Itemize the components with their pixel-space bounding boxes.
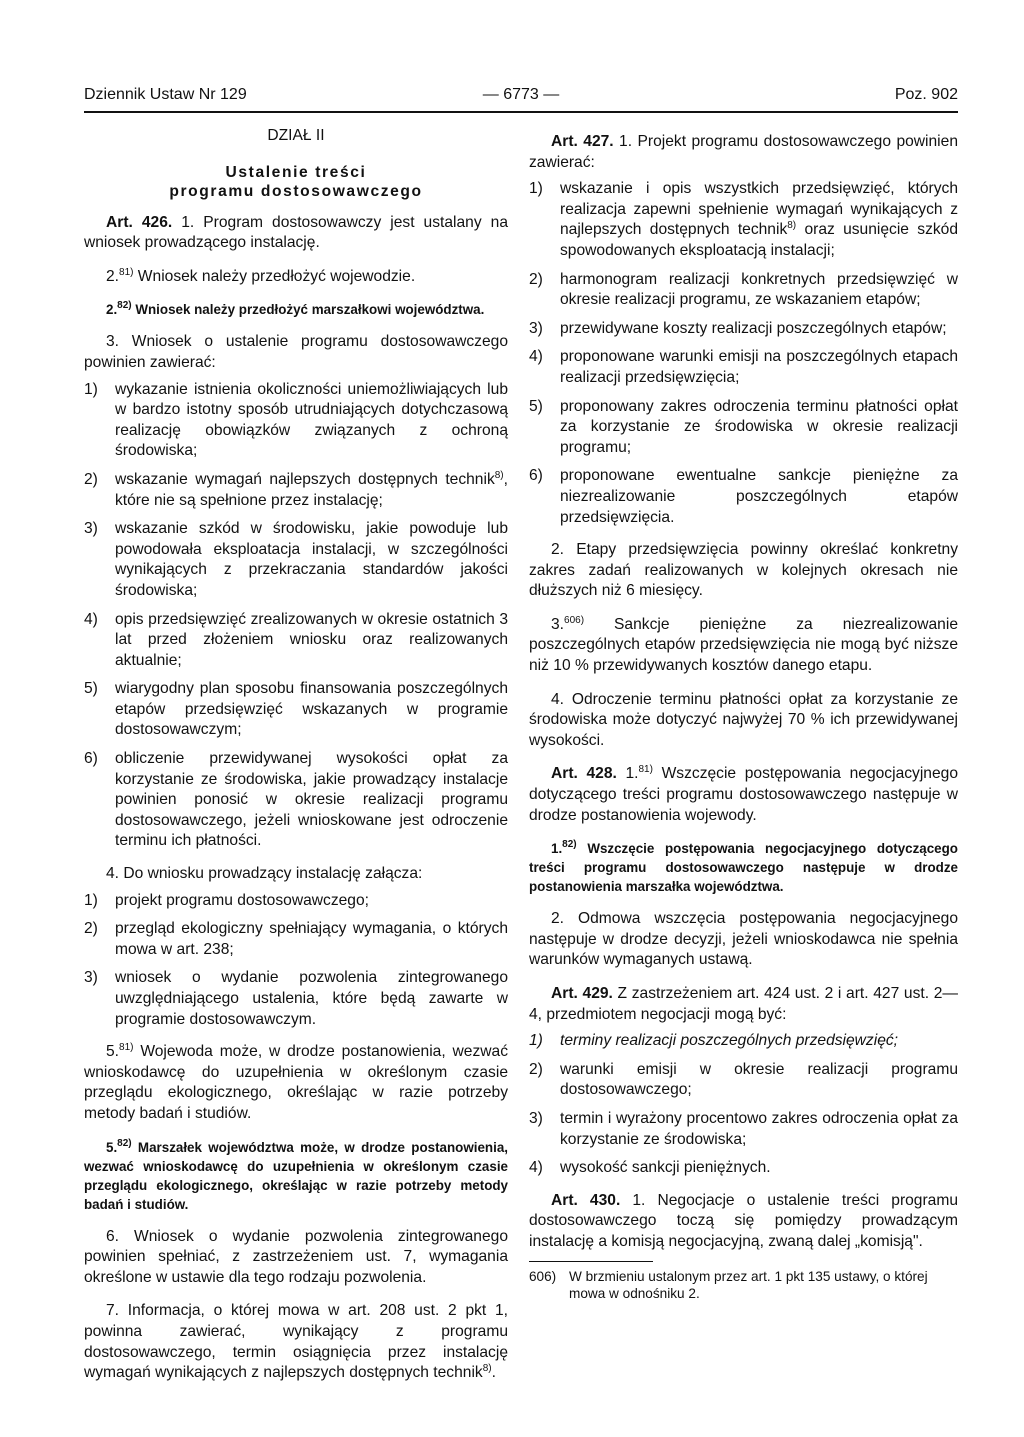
- list-item: [84, 968, 508, 1030]
- art-429-para: [529, 984, 958, 1025]
- para-4-list: [84, 891, 508, 1031]
- art-426-para-1: [84, 213, 508, 254]
- art-426-label: Art. 426.: [106, 213, 173, 231]
- item-text: wniosek o wydanie pozwolenia zintegrowanego uwzględniającego ustalenia, które będą zawarte w programie dostosowawczym.: [115, 969, 508, 1028]
- item-text: wskazanie szkód w środowisku, jakie powoduje lub powodowała eksploatacja instalacji, w szczególności wynikających z przekraczania standardów jakości środowiska;: [115, 520, 508, 599]
- footnote-ref: 82): [117, 1137, 132, 1149]
- list-item: [529, 1060, 958, 1101]
- art-428-para-2: 2. Odmowa wszczęcia postępowania negocjacyjnego następuje w drodze decyzji, jeżeli wnioskodawca nie spełnia warunków wymaganych ustawą.: [529, 910, 958, 969]
- right-column: [529, 132, 958, 1302]
- footnote-ref: 8): [494, 469, 504, 481]
- item-text: przewidywane koszty realizacji poszczególnych etapów;: [560, 319, 947, 337]
- item-number: 6): [84, 750, 98, 768]
- item-text: wiarygodny plan sposobu finansowania poszczególnych etapów przedsięwzięć wskazanych w programie dostosowawczym;: [115, 680, 508, 739]
- footnote-text: W brzmieniu ustalonym przez art. 1 pkt 135 ustawy, o której mowa w odnośniku 2.: [569, 1268, 928, 1301]
- footnote-rule: [529, 1261, 653, 1262]
- para-text-end: .: [491, 1364, 496, 1382]
- para-number: 3.: [551, 615, 565, 633]
- para-text: Wniosek należy przedłożyć marszałkowi województwa.: [131, 302, 485, 318]
- footnote-ref: 81): [119, 266, 134, 278]
- item-number: 3): [84, 520, 98, 538]
- item-number: 6): [529, 467, 543, 485]
- art-426-para-6: 6. Wniosek o wydanie pozwolenia zintegrowanego powinien spełniać, z zastrzeżeniem ust. 7, wymagania określone w ustawie dla tego rodzaju pozwolenia.: [84, 1227, 508, 1286]
- journal-title: Dziennik Ustaw Nr 129: [84, 86, 247, 103]
- para-text: Sankcje pieniężne za niezrealizowanie poszczególnych etapów przedsięwzięcia nie mogą być niższe niż 10 % przewidywanych kosztów danego etapu.: [529, 615, 958, 675]
- item-text-cont: , które nie są spełnione przez instalację;: [115, 470, 508, 509]
- art-428-para-1a: [529, 764, 958, 826]
- section-label: DZIAŁ II: [267, 127, 325, 144]
- item-number: 2): [84, 470, 98, 488]
- item-text: terminy realizacji poszczególnych przedsięwzięć;: [560, 1032, 898, 1050]
- para-text: Wniosek należy przedłożyć wojewodzie.: [133, 267, 416, 285]
- item-number: 3): [84, 969, 98, 987]
- list-item: [529, 270, 958, 311]
- list-item: [529, 1158, 958, 1179]
- list-item: [84, 380, 508, 462]
- item-number: 4): [84, 610, 98, 628]
- list-item: [84, 610, 508, 672]
- item-number: 1): [84, 380, 98, 398]
- item-text: wskazanie i opis wszystkich przedsięwzięć, których realizacja zapewni spełnienie wymagań wynikających z najlepszych dostępnych technik: [560, 180, 958, 239]
- footnote-number: 606): [529, 1268, 557, 1284]
- art-427-para-2: 2. Etapy przedsięwzięcia powinny określać konkretny zakres zadań realizowanych w kolejnych okresach nie dłuższych niż 6 miesięcy.: [529, 541, 958, 600]
- list-item: [529, 1109, 958, 1150]
- footnote-ref: 82): [562, 839, 577, 851]
- position-number: Poz. 902: [894, 86, 958, 103]
- footnote-ref: 8): [787, 220, 797, 232]
- para-text: 1. Projekt programu dostosowawczego powinien zawierać:: [529, 133, 958, 171]
- art-429-list: [529, 1031, 958, 1179]
- list-item: [84, 919, 508, 960]
- footnote: [529, 1268, 958, 1302]
- item-text: przegląd ekologiczny spełniający wymagania, o których mowa w art. 238;: [115, 920, 508, 958]
- item-number: 1): [529, 1032, 543, 1050]
- footnote-ref: 8): [482, 1363, 492, 1375]
- item-text: wskazanie wymagań najlepszych dostępnych technik: [115, 470, 495, 488]
- art-426-para-5a: [84, 1042, 508, 1124]
- footnote-ref: 606): [564, 614, 585, 626]
- item-number: 3): [529, 1109, 543, 1127]
- item-text: proponowane warunki emisji na poszczególnych etapach realizacji przedsięwzięcia;: [560, 348, 958, 386]
- section-title-line-1: Ustalenie treści: [225, 163, 367, 181]
- item-text: projekt programu dostosowawczego;: [115, 891, 369, 909]
- list-item: [529, 179, 958, 261]
- left-column: [84, 126, 508, 1397]
- para-number: 1.: [551, 841, 563, 857]
- para-text: Wojewoda może, w drodze postanowienia, wezwać wnioskodawcę do uzupełnienia w określonym czasie przeglądu ekologicznego, określając w razie potrzeby metody badań i studiów.: [84, 1043, 508, 1122]
- item-text: proponowany zakres odroczenia terminu płatności opłat za korzystanie ze środowiska w okresie realizacji programu;: [560, 397, 958, 456]
- para-number: 5.: [106, 1139, 118, 1155]
- section-title-line-2: programu dostosowawczego: [169, 182, 423, 200]
- para-number: 2.: [106, 267, 120, 285]
- footnote-ref: 81): [119, 1042, 134, 1054]
- art-427-para-1: [529, 132, 958, 173]
- list-item: [529, 347, 958, 388]
- para-text: Marszałek województwa może, w drodze postanowienia, wezwać wnioskodawcę do uzupełnienia w określonym czasie przeglądu ekologicznego, określając w razie potrzeby metody badań i studiów.: [84, 1139, 508, 1212]
- art-427-para-3: [529, 615, 958, 677]
- art-429-label: Art. 429.: [551, 985, 613, 1002]
- item-text-cont: oraz usunięcie szkód spowodowanych eksploatacją instalacji;: [560, 221, 959, 259]
- list-item: [84, 470, 508, 511]
- list-item: [84, 679, 508, 741]
- item-text: warunki emisji w okresie realizacji programu dostosowawczego;: [560, 1060, 958, 1099]
- art-427-para-4: 4. Odroczenie terminu płatności opłat za korzystanie ze środowiska może dotyczyć najwyżej 70 % ich przewidywanej wysokości.: [529, 690, 958, 749]
- page-number: — 6773 —: [482, 86, 560, 103]
- list-item: [529, 466, 958, 528]
- list-item: [529, 397, 958, 459]
- art-426-para-3: 3. Wniosek o ustalenie programu dostosowawczego powinien zawierać:: [84, 333, 508, 371]
- para-3-list: [84, 380, 508, 852]
- art-426-para-2a: [84, 267, 508, 288]
- art-426-para-5b: [84, 1138, 508, 1214]
- art-426-para-7: [84, 1301, 508, 1383]
- item-text: termin i wyrażony procentowo zakres odroczenia opłat za korzystanie ze środowiska;: [560, 1109, 958, 1148]
- item-number: 1): [529, 180, 543, 198]
- item-text: wykazanie istnienia okoliczności uniemożliwiających lub w bardzo istotny sposób utrudniających dotychczasową realizację obowiązków związanych z ochroną środowiska;: [115, 380, 508, 460]
- art-427-label: Art. 427.: [551, 133, 614, 150]
- item-number: 2): [529, 270, 543, 288]
- art-426-para-4: 4. Do wniosku prowadzący instalację załącza:: [106, 865, 423, 883]
- item-number: 5): [529, 397, 543, 415]
- page-header: [84, 86, 958, 112]
- para-text: Wszczęcie postępowania negocjacyjnego dotyczącego treści programu dostosowawczego następuje w drodze postanowienia wojewody.: [529, 765, 958, 824]
- section-title: [84, 163, 508, 201]
- list-item: [84, 749, 508, 852]
- item-text: proponowane ewentualne sankcje pieniężne za niezrealizowanie poszczególnych etapów przedsięwzięcia.: [560, 467, 958, 526]
- art-430-label: Art. 430.: [551, 1191, 621, 1209]
- para-number: 5.: [106, 1043, 120, 1061]
- art-427-list: [529, 179, 958, 528]
- art-428-para-1b: [529, 839, 958, 896]
- item-number: 1): [84, 891, 98, 909]
- footnote-ref: 81): [638, 764, 653, 776]
- item-number: 4): [529, 1159, 543, 1177]
- para-number: 1.: [616, 765, 639, 783]
- para-text: 7. Informacja, o której mowa w art. 208 ust. 2 pkt 1, powinna zawierać, wynikający z programu dostosowawczego, termin osiągnięcia przez instalację wymagań wynikających z najlepszych dostępnych technik: [84, 1302, 508, 1382]
- list-item: [529, 319, 958, 340]
- footnote-ref: 82): [117, 300, 132, 312]
- art-426-text: 1. Program dostosowawczy jest ustalany na wniosek prowadzącego instalację.: [84, 213, 508, 252]
- para-text: 1. Negocjacje o ustalenie treści programu dostosowawczego toczą się pomiędzy prowadzącym instalację a komisją negocjacyjną, zwaną dalej „komisją".: [529, 1191, 959, 1250]
- item-text: wysokość sankcji pieniężnych.: [560, 1159, 771, 1177]
- item-text: opis przedsięwzięć zrealizowanych w okresie ostatnich 3 lat przed złożeniem wniosku oraz realizowanych aktualnie;: [115, 610, 508, 669]
- para-number: 2.: [106, 302, 118, 318]
- list-item: [84, 519, 508, 601]
- item-number: 3): [529, 319, 543, 337]
- art-428-label: Art. 428.: [551, 765, 617, 783]
- item-number: 4): [529, 348, 543, 366]
- art-430-para-1: [529, 1191, 958, 1253]
- item-number: 2): [84, 920, 98, 938]
- list-item: [529, 1031, 958, 1052]
- item-text: obliczenie przewidywanej wysokości opłat za korzystanie ze środowiska, jakie prowadzący instalacje powinien ponosić w okresie realizacji programu dostosowawczego, jeżeli wnioskowane jest odroczenie terminu ich płatności.: [115, 750, 508, 850]
- list-item: [84, 891, 508, 912]
- para-text: Wszczęcie postępowania negocjacyjnego dotyczącego treści programu dostosowawczego następuje w drodze postanowienia marszałka województwa.: [529, 841, 958, 895]
- art-426-para-2b: [84, 300, 508, 319]
- item-number: 2): [529, 1060, 543, 1078]
- item-number: 5): [84, 680, 98, 698]
- item-text: harmonogram realizacji konkretnych przedsięwzięć w okresie realizacji programu, ze wskazaniem etapów;: [560, 270, 958, 309]
- para-text: Z zastrzeżeniem art. 424 ust. 2 i art. 427 ust. 2—4, przedmiotem negocjacji mogą być:: [529, 985, 958, 1023]
- header-rule: [84, 111, 958, 113]
